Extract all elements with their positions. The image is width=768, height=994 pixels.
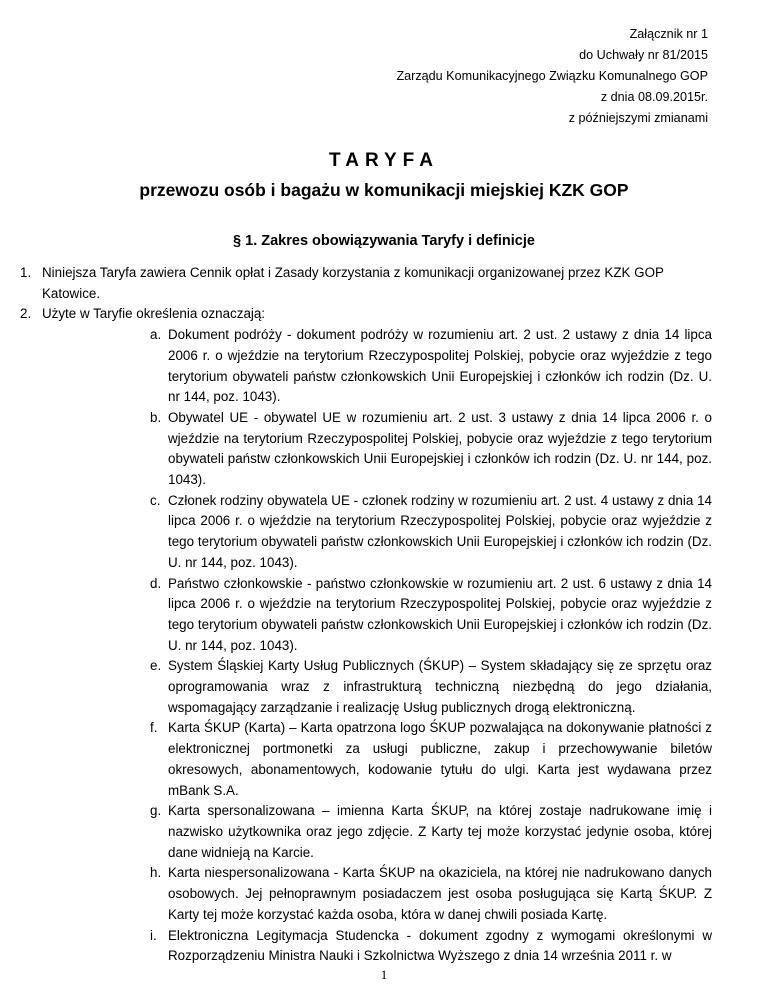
definition-item bbox=[0, 656, 712, 718]
definition-item bbox=[0, 574, 712, 657]
document-title: TARYFA bbox=[329, 150, 439, 171]
page-number: 1 bbox=[380, 967, 388, 982]
definition-text: Karta niespersonalizowana - Karta ŚKUP na okaziciela, na której nie nadrukowano danych osobowych. Jej pełnoprawnym posiadaczem jest osoba posługująca się Kartą ŚKUP. Z Karty tej może korzystać każda osoba, która w danej chwili posiada Kartę. bbox=[168, 865, 712, 922]
definition-item bbox=[0, 863, 712, 925]
definition-item bbox=[0, 926, 712, 967]
item-number: 1. bbox=[20, 265, 32, 280]
definition-letter: g. bbox=[150, 803, 162, 819]
definition-text: Państwo członkowskie - państwo członkowskie w rozumieniu art. 2 ust. 6 ustawy z dnia 14 lipca 2006 r. o wjeździe na terytorium Rzeczypospolitej Polskiej, pobycie oraz wyjeździe z tego terytorium obywateli państw członkowskich Unii Europejskiej i członków ich rodzin (Dz. U. nr 144, poz. 1043). bbox=[168, 575, 712, 653]
definition-item bbox=[0, 718, 712, 801]
item-text: Niniejsza Taryfa zawiera Cennik opłat i Zasady korzystania z komunikacji organizowanej przez KZK GOP Katowice. bbox=[42, 265, 664, 301]
definition-text: Dokument podróży - dokument podróży w rozumieniu art. 2 ust. 2 ustawy z dnia 14 lipca 2006 r. o wjeździe na terytorium Rzeczypospolitej Polskiej, pobycie oraz wyjeździe z tego terytorium obywateli państw członkowskich Unii Europejskiej i członków ich rodzin (Dz. U. nr 144, poz. 1043). bbox=[168, 327, 712, 405]
definition-text: Karta spersonalizowana – imienna Karta ŚKUP, na której zostaje nadrukowane imię i nazwisko użytkownika oraz jego zdjęcie. Z Karty tej może korzystać jedynie osoba, której dane widnieją na Karcie. bbox=[168, 803, 712, 860]
definition-letter: c. bbox=[150, 492, 161, 508]
definition-text: System Śląskiej Karty Usług Publicznych (ŚKUP) – System składający się ze sprzętu oraz oprogramowania wraz z infrastrukturą techniczną niezbędną do jego działania, wspomagający zarządzanie i realizację Usług publicznych drogą elektroniczną. bbox=[168, 658, 712, 715]
document-body bbox=[0, 263, 768, 967]
definition-letter: f. bbox=[150, 720, 158, 736]
definition-letter: d. bbox=[150, 575, 162, 591]
numbered-item bbox=[0, 263, 712, 304]
item-number: 2. bbox=[20, 306, 32, 322]
annex-line: z dnia 08.09.2015r. bbox=[600, 90, 708, 104]
definition-item bbox=[0, 408, 712, 491]
definition-text: Członek rodziny obywatela UE - członek rodziny w rozumieniu art. 2 ust. 4 ustawy z dnia 14 lipca 2006 r. o wjeździe na terytorium Rzeczypospolitej Polskiej, pobycie oraz wyjeździe z tego terytorium obywateli państw członkowskich Unii Europejskiej i członków ich rodzin (Dz. U. nr 144, poz. 1043). bbox=[168, 492, 712, 570]
definition-text: Karta ŚKUP (Karta) – Karta opatrzona logo ŚKUP pozwalająca na dokonywanie płatności z elektronicznej portmonetki za usługi publiczne, zakup i przechowywanie biletów okresowych, abonamentowych, kodowanie tytułu do ulgi. Karta jest wydawana przez mBank S.A. bbox=[168, 720, 712, 798]
definition-text: Elektroniczna Legitymacja Studencka - dokument zgodny z wymogami określonymi w Rozporządzeniu Ministra Nauki i Szkolnictwa Wyższego z dnia 14 września 2011 r. w bbox=[168, 927, 712, 964]
definition-text: Obywatel UE - obywatel UE w rozumieniu art. 2 ust. 3 ustawy z dnia 14 lipca 2006 r. o wjeździe na terytorium Rzeczypospolitej Polskiej, pobycie oraz wyjeździe z tego terytorium obywateli państw członkowskich Unii Europejskiej i członków ich rodzin (Dz. U. nr 144, poz. 1043). bbox=[168, 409, 712, 488]
definition-letter: e. bbox=[150, 658, 162, 674]
document-subtitle: przewozu osób i bagażu w komunikacji miejskiej KZK GOP bbox=[139, 180, 629, 200]
annex-line: Zarządu Komunikacyjnego Związku Komunalnego GOP bbox=[396, 69, 708, 83]
definition-item bbox=[0, 801, 712, 863]
definition-letter: b. bbox=[150, 409, 162, 425]
annex-line: do Uchwały nr 81/2015 bbox=[579, 48, 708, 62]
definition-letter: a. bbox=[150, 327, 162, 343]
definition-item bbox=[0, 325, 712, 408]
annex-header bbox=[288, 24, 708, 129]
section-heading: § 1. Zakres obowiązywania Taryfy i definicje bbox=[233, 233, 535, 249]
item-text: Użyte w Taryfie określenia oznaczają: bbox=[42, 306, 266, 322]
definition-item bbox=[0, 491, 712, 574]
annex-line: Załącznik nr 1 bbox=[629, 27, 708, 41]
annex-line: z późniejszymi zmianami bbox=[568, 111, 708, 125]
definition-letter: i. bbox=[150, 927, 157, 943]
numbered-item bbox=[0, 304, 712, 325]
definition-letter: h. bbox=[150, 865, 162, 881]
